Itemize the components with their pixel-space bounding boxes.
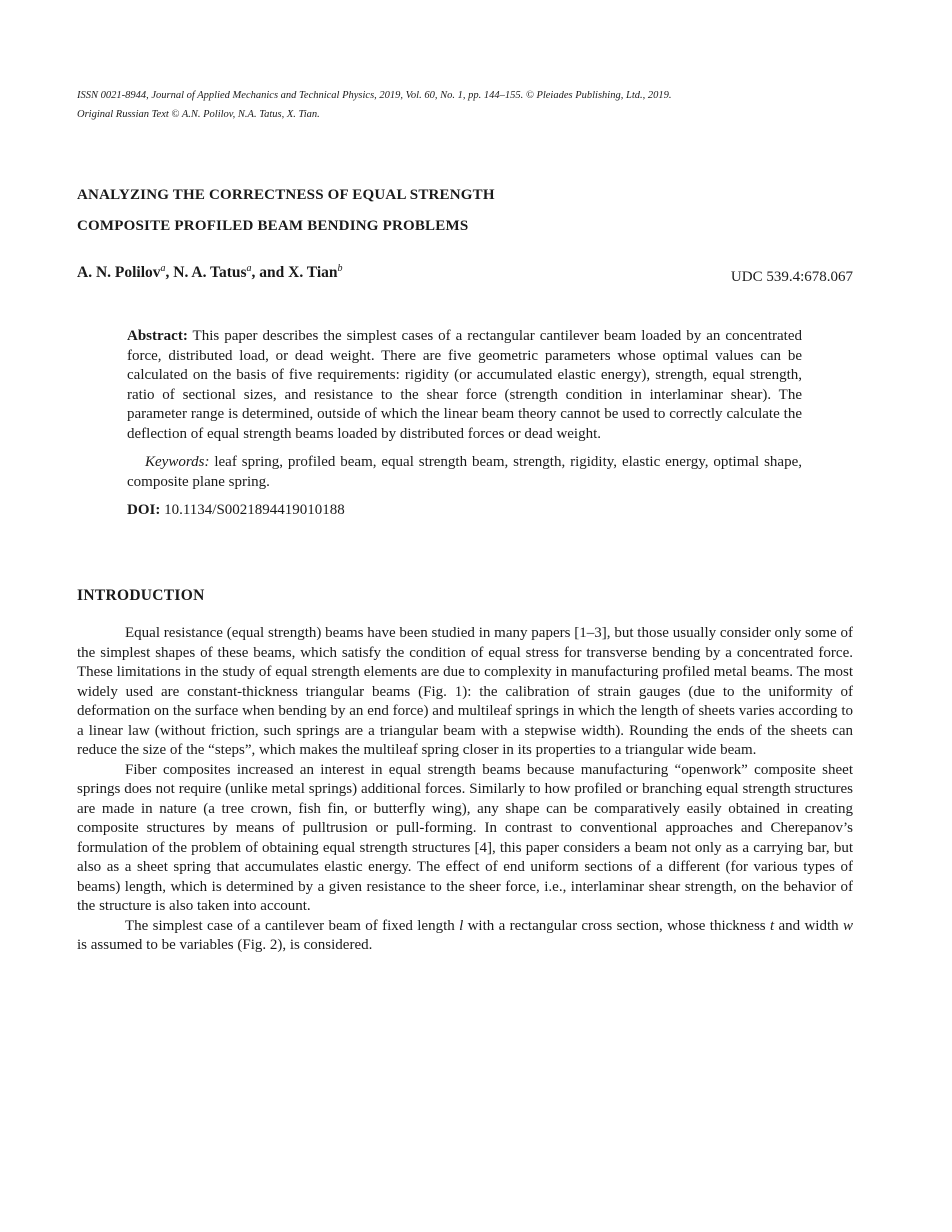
author-name: A. N. Polilov bbox=[77, 264, 161, 281]
keywords-paragraph bbox=[127, 453, 802, 492]
doi-value: 10.1134/S0021894419010188 bbox=[164, 502, 345, 518]
text-run: is assumed to be variables (Fig. 2), is considered. bbox=[77, 937, 373, 953]
udc-code: UDC 539.4:678.067 bbox=[730, 269, 853, 285]
math-variable: l bbox=[459, 917, 464, 934]
original-text-line: Original Russian Text © A.N. Polilov, N.A. Tatus, X. Tian. bbox=[77, 109, 320, 120]
author-affiliation-mark: a bbox=[160, 263, 166, 274]
author-list bbox=[77, 264, 343, 281]
doi-label: DOI: bbox=[127, 502, 161, 518]
abstract-paragraph bbox=[127, 327, 802, 444]
text-run: The simplest case of a cantilever beam of fixed length bbox=[125, 917, 460, 934]
author-affiliation-mark: b bbox=[337, 263, 343, 274]
author-name: N. A. Tatus bbox=[173, 264, 247, 281]
doi-line bbox=[127, 501, 802, 521]
math-variable: t bbox=[769, 917, 775, 934]
introduction-heading: INTRODUCTION bbox=[77, 587, 205, 604]
abstract-section bbox=[127, 327, 802, 521]
abstract-text: This paper describes the simplest cases of a rectangular cantilever beam loaded by an concentrated force, distributed load, or dead weight. There are five geometric parameters whose optimal values can be calculated on the basis of five requirements: rigidity (or accumulated elastic energy), strength, equal strength, ratio of sectional sizes, and resistance to the shear force (strength condition in interlaminar shear). The parameter range is determined, outside of which the linear beam theory cannot be used to correctly calculate the deflection of equal strength beams loaded by distributed forces or dead weight. bbox=[127, 328, 802, 442]
body-paragraph bbox=[77, 917, 853, 956]
text-run: with a rectangular cross section, whose thickness bbox=[463, 917, 770, 934]
text-run: and width bbox=[774, 917, 843, 934]
math-variable: w bbox=[842, 917, 853, 934]
body-paragraph: Equal resistance (equal strength) beams have been studied in many papers [1–3], but those usually consider only some of the simplest shapes of these beams, which satisfy the condition of equal stress for transverse bending by a concentrated force. These limitations in the study of equal strength elements are due to complexity in manufacturing profiled metal beams. The most widely used are constant-thickness triangular beams (Fig. 1): the calibration of strain gauges (due to the uniformity of deformation on the surface when bending by an end force) and multileaf springs in which the length of sheets varies according to a linear law (without friction, such springs are a triangular beam with a stepwise width). Rounding the ends of the sheets can reduce the size of the “steps”, which makes the multileaf spring closer in its properties to a triangular wide beam. bbox=[77, 625, 853, 758]
author-separator: , bbox=[165, 264, 174, 281]
journal-citation-line: ISSN 0021-8944, Journal of Applied Mechanics and Technical Physics, 2019, Vol. 60, No. 1, pp. 144–155. © Pleiades Publishing, Ltd., 2019. bbox=[77, 90, 672, 101]
abstract-label: Abstract: bbox=[127, 328, 188, 344]
author-affiliation-mark: a bbox=[246, 263, 252, 274]
keywords-label: Keywords: bbox=[145, 454, 210, 470]
introduction-body bbox=[77, 624, 853, 956]
author-separator: , and bbox=[251, 264, 289, 281]
body-paragraph: Fiber composites increased an interest in equal strength beams because manufacturing “openwork” composite sheet springs does not require (unlike metal springs) additional forces. Similarly to how profiled or branching equal strength structures are made in nature (a tree crown, fish fin, or butterfly wing), any shape can be comparatively easily obtained in creating composite structures by means of pulltrusion or pull-forming. In contrast to conventional approaches and Cherepanov’s formulation of the problem of obtaining equal strength structures [4], this paper considers a beam not only as a carrying bar, but also as a sheet spring that accumulates elastic energy. The effect of end uniform sections of a different (for various types of beams) length, which is determined by a given resistance to the sheer force, i.e., interlaminar shear strength, on the behavior of the structure is also taken into account. bbox=[77, 761, 853, 914]
keywords-text: leaf spring, profiled beam, equal strength beam, strength, rigidity, elastic energy, optimal shape, composite plane spring. bbox=[127, 454, 802, 490]
author-name: X. Tian bbox=[288, 264, 338, 281]
paper-title-line-1: ANALYZING THE CORRECTNESS OF EQUAL STRENGTH bbox=[77, 187, 495, 203]
paper-title-line-2: COMPOSITE PROFILED BEAM BENDING PROBLEMS bbox=[77, 218, 469, 234]
